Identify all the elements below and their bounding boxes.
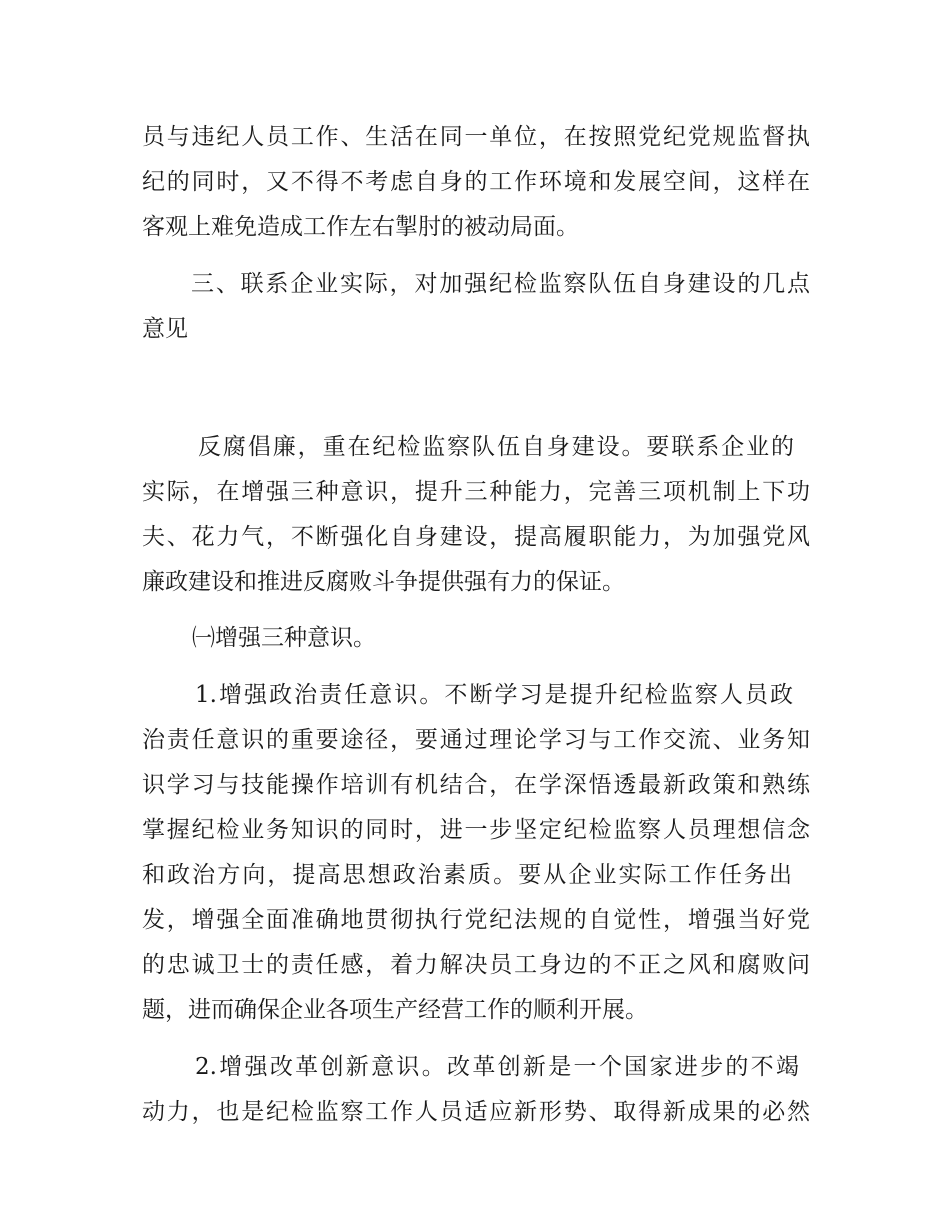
text-line-1: 员与违纪人员工作、生活在同一单位，在按照党纪党规监督执 [142,124,810,150]
text-line-13: 识学习与技能操作培训有机结合，在学深悟透最新政策和熟练 [142,772,810,798]
text-line-11: 1.增强政治责任意识。不断学习是提升纪检监察人员政 [195,682,793,708]
section-heading-line-1: 三、联系企业实际，对加强纪检监察队伍自身建设的几点 [191,271,810,297]
text-line-16: 发，增强全面准确地贯彻执行党纪法规的自觉性，增强当好党 [142,907,810,933]
text-line-17: 的忠诚卫士的责任感，着力解决员工身边的不正之风和腐败问 [142,952,810,978]
text-line-12: 治责任意识的重要途径，要通过理论学习与工作交流、业务知 [142,727,810,753]
text-line-14: 掌握纪检业务知识的同时，进一步坚定纪检监察人员理想信念 [142,817,810,843]
text-line-7: 实际，在增强三种意识，提升三种能力，完善三项机制上下功 [142,479,810,505]
subsection-heading: ㈠增强三种意识。 [192,625,376,651]
text-line-20: 动力，也是纪检监察工作人员适应新形势、取得新成果的必然 [142,1099,810,1125]
text-line-6: 反腐倡廉，重在纪检监察队伍自身建设。要联系企业的 [198,434,794,460]
text-line-15: 和政治方向，提高思想政治素质。要从企业实际工作任务出 [142,862,792,888]
section-heading-line-2: 意见 [142,316,188,342]
text-line-2: 纪的同时，又不得不考虑自身的工作环境和发展空间，这样在 [142,169,810,195]
text-line-3: 客观上难免造成工作左右掣肘的被动局面。 [142,214,579,240]
text-line-19: 2.增强改革创新意识。改革创新是一个国家进步的不竭 [195,1054,799,1080]
text-line-8: 夫、花力气，不断强化自身建设，提高履职能力，为加强党风 [142,524,810,550]
text-line-18: 题，进而确保企业各项生产经营工作的顺利开展。 [142,997,648,1023]
text-line-9: 廉政建设和推进反腐败斗争提供强有力的保证。 [142,569,625,595]
